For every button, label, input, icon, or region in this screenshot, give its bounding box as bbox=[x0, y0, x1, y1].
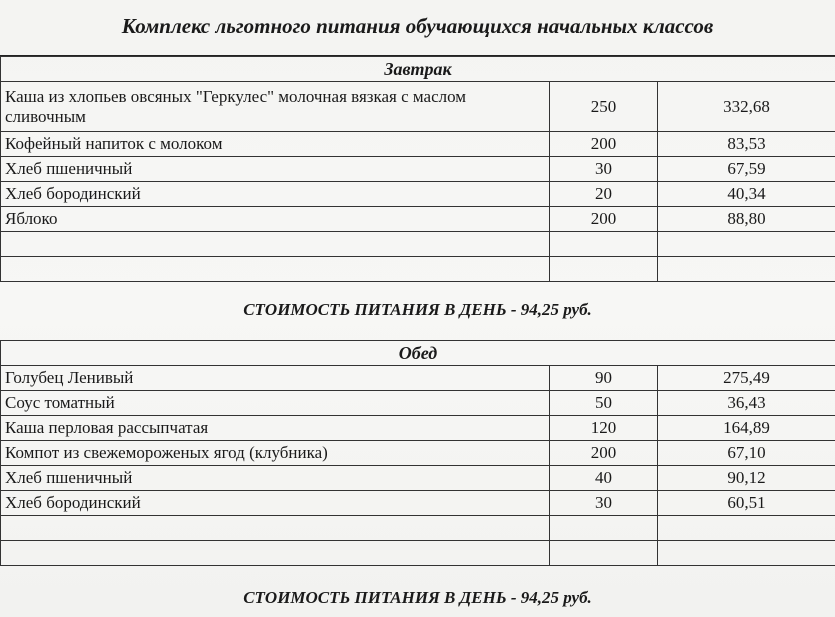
dish-price: 67,59 bbox=[658, 157, 835, 182]
dish-price: 332,68 bbox=[658, 82, 835, 132]
dish-name: Хлеб пшеничный bbox=[1, 157, 550, 182]
dish-price: 164,89 bbox=[658, 416, 835, 441]
table-row bbox=[1, 466, 835, 491]
dish-name: Каша перловая рассыпчатая bbox=[1, 416, 550, 441]
lunch-daily-cost: СТОИМОСТЬ ПИТАНИЯ В ДЕНЬ - 94,25 руб. bbox=[243, 588, 592, 607]
table-row bbox=[1, 366, 835, 391]
dish-weight: 30 bbox=[550, 157, 658, 182]
dish-name: Голубец Ленивый bbox=[1, 366, 550, 391]
dish-name: Каша из хлопьев овсяных "Геркулес" молочная вязкая с маслом сливочным bbox=[1, 82, 550, 132]
dish-weight: 30 bbox=[550, 491, 658, 516]
table-row bbox=[1, 391, 835, 416]
breakfast-heading: Завтрак bbox=[1, 57, 835, 82]
breakfast-table bbox=[0, 56, 835, 282]
dish-name: Хлеб пшеничный bbox=[1, 466, 550, 491]
dish-weight: 50 bbox=[550, 391, 658, 416]
lunch-heading-row bbox=[1, 341, 835, 366]
dish-price: 83,53 bbox=[658, 132, 835, 157]
table-row bbox=[1, 182, 835, 207]
page-title: Комплекс льготного питания обучающихся начальных классов bbox=[0, 0, 835, 56]
dish-price: 67,10 bbox=[658, 441, 835, 466]
dish-weight: 90 bbox=[550, 366, 658, 391]
dish-name: Яблоко bbox=[1, 207, 550, 232]
dish-weight: 200 bbox=[550, 132, 658, 157]
table-row bbox=[1, 207, 835, 232]
breakfast-daily-cost: СТОИМОСТЬ ПИТАНИЯ В ДЕНЬ - 94,25 руб. bbox=[243, 300, 592, 319]
dish-price: 36,43 bbox=[658, 391, 835, 416]
lunch-heading: Обед bbox=[1, 341, 835, 366]
dish-name: Кофейный напиток с молоком bbox=[1, 132, 550, 157]
dish-price: 60,51 bbox=[658, 491, 835, 516]
dish-name: Хлеб бородинский bbox=[1, 491, 550, 516]
table-row bbox=[1, 82, 835, 132]
table-row bbox=[1, 441, 835, 466]
dish-weight: 20 bbox=[550, 182, 658, 207]
table-row bbox=[1, 132, 835, 157]
dish-price: 40,34 bbox=[658, 182, 835, 207]
table-row bbox=[1, 416, 835, 441]
empty-row bbox=[1, 232, 835, 257]
dish-weight: 200 bbox=[550, 441, 658, 466]
empty-row bbox=[1, 516, 835, 541]
table-row bbox=[1, 491, 835, 516]
dish-price: 275,49 bbox=[658, 366, 835, 391]
dish-name: Соус томатный bbox=[1, 391, 550, 416]
lunch-table bbox=[0, 340, 835, 566]
dish-weight: 120 bbox=[550, 416, 658, 441]
dish-name: Хлеб бородинский bbox=[1, 182, 550, 207]
empty-row bbox=[1, 541, 835, 566]
dish-name: Компот из свежемороженых ягод (клубника) bbox=[1, 441, 550, 466]
dish-weight: 200 bbox=[550, 207, 658, 232]
dish-weight: 250 bbox=[550, 82, 658, 132]
table-row bbox=[1, 157, 835, 182]
dish-price: 88,80 bbox=[658, 207, 835, 232]
dish-weight: 40 bbox=[550, 466, 658, 491]
empty-row bbox=[1, 257, 835, 282]
breakfast-heading-row bbox=[1, 57, 835, 82]
dish-price: 90,12 bbox=[658, 466, 835, 491]
